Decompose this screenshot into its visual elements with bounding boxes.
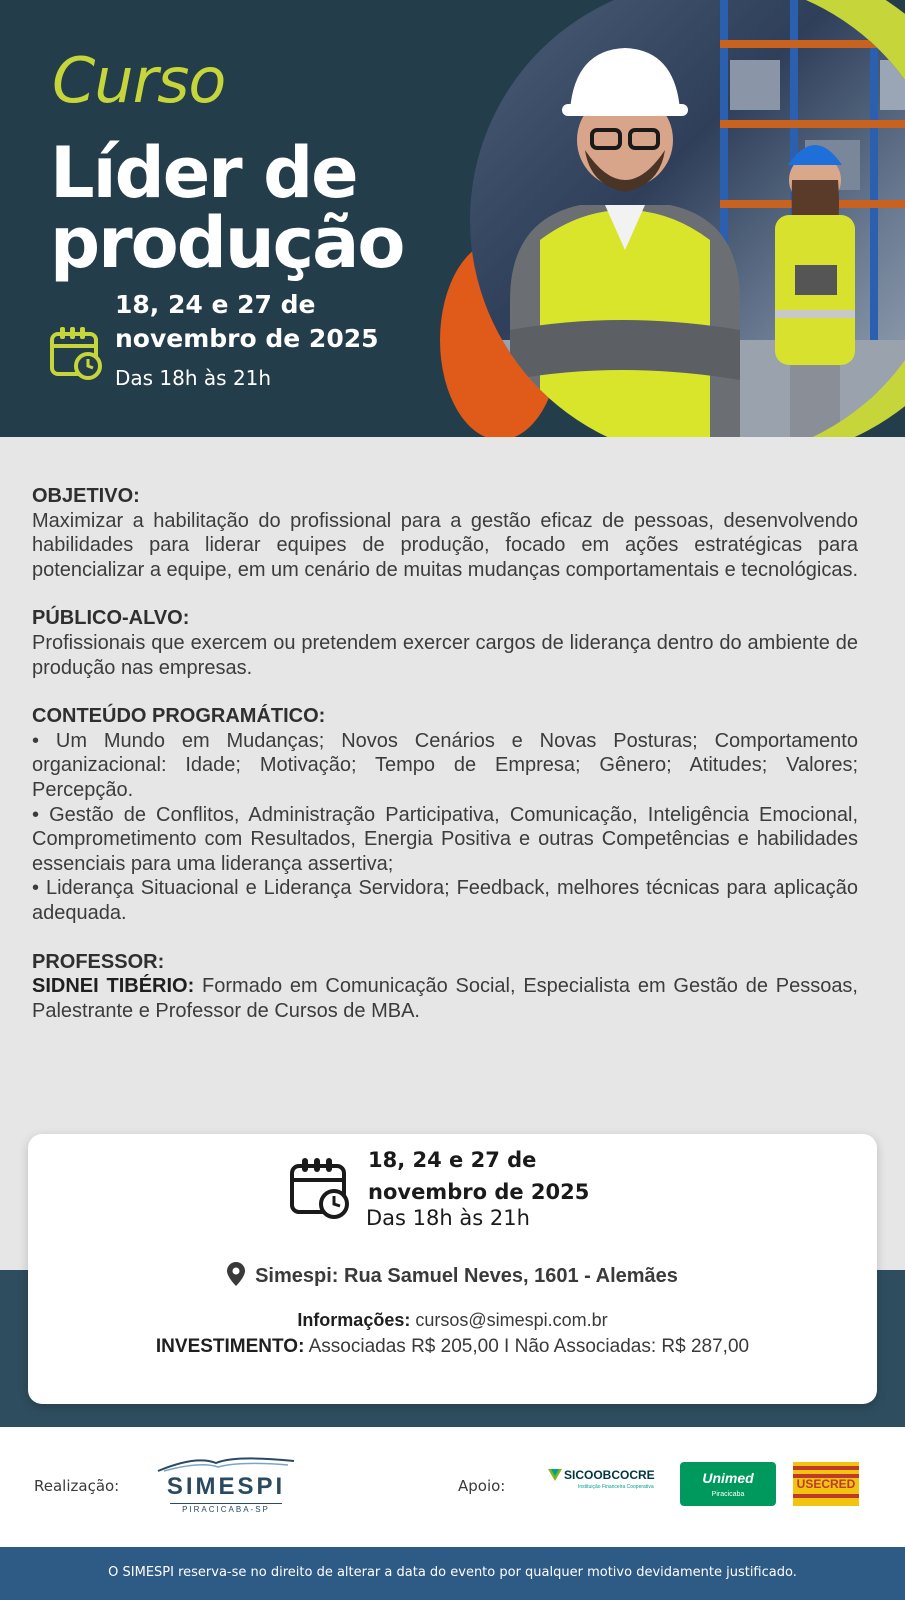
header-dates: 18, 24 e 27 de novembro de 2025: [115, 290, 379, 353]
unimed-wordmark: Unimed: [702, 1470, 754, 1486]
address-text: Simespi: Rua Samuel Neves, 1601 - Alemães: [255, 1265, 678, 1287]
simespi-wordmark: SIMESPI: [166, 1473, 286, 1500]
warehouse-workers-illustration: [470, 0, 905, 437]
pricing-info: [28, 1336, 877, 1358]
unimed-logo: [680, 1462, 776, 1506]
professor-name: SIDNEI TIBÉRIO:: [32, 975, 195, 998]
audience-section: [32, 606, 858, 680]
simespi-roof-icon: [156, 1453, 296, 1473]
professor-heading: PROFESSOR:: [32, 950, 165, 973]
info-email[interactable]: cursos@simespi.com.br: [410, 1310, 608, 1330]
audience-text: Profissionais que exercem ou pretendem exercer cargos de liderança dentro do ambiente de produção nas empresas.: [32, 631, 858, 679]
professor-section: [32, 950, 858, 1024]
card-dates: [368, 1144, 589, 1208]
syllabus-heading: CONTEÚDO PROGRAMÁTICO:: [32, 705, 326, 728]
hero-photo: [470, 0, 905, 437]
calendar-clock-icon: [290, 1156, 350, 1220]
usecred-stripe: [793, 1494, 859, 1498]
realizacao-label: Realização:: [34, 1477, 120, 1495]
sponsors-bar: [0, 1427, 905, 1547]
hero-banner: [0, 0, 905, 437]
card-dates-line1: 18, 24 e 27 de: [368, 1148, 537, 1172]
location-pin-icon: [227, 1262, 245, 1286]
usecred-stripe: [793, 1466, 859, 1470]
investment-text: Associadas R$ 205,00 I Não Associadas: R$ 287,00: [304, 1336, 750, 1357]
simespi-subtitle: PIRACICABA-SP: [170, 1503, 282, 1514]
syllabus-item: • Gestão de Conflitos, Administração Participativa, Comunicação, Inteligência Emocional, Comprometimento com Resultados, Energia Positiva e outras Competências e habilidades essenciais para uma liderança assertiva;: [32, 803, 858, 875]
usecred-wordmark: USECRED: [796, 1477, 856, 1491]
footer: [0, 1547, 905, 1600]
professor-bio: [32, 974, 858, 1023]
objective-section: [32, 484, 858, 582]
contact-info: [28, 1310, 877, 1331]
sicoob-wordmark: SICOOBCOCRE: [564, 1468, 655, 1482]
disclaimer-text: O SIMESPI reserva-se no direito de alterar a data do evento por qualquer motivo devidamente justificado.: [108, 1565, 797, 1580]
investment-label: INVESTIMENTO:: [155, 1336, 305, 1357]
professor-description: Formado em Comunicação Social, Especialista em Gestão de Pessoas, Palestrante e Professor de Cursos de MBA.: [32, 975, 858, 1022]
unimed-subtitle: Piracicaba: [711, 1491, 745, 1498]
header-time: Das 18h às 21h: [115, 366, 272, 390]
sicoob-logo: [548, 1467, 660, 1497]
objective-text: Maximizar a habilitação do profissional para a gestão eficaz de pessoas, desenvolvendo habilidades para liderar equipes de produção, focado em ações estratégicas para potencializar a equipe, em um cenário de muitas mudanças comportamentais e tecnológicas.: [32, 509, 858, 581]
course-kicker: Curso: [52, 44, 226, 117]
syllabus-item: • Liderança Situacional e Liderança Servidora; Feedback, melhores técnicas para aplicação adequada.: [32, 877, 858, 924]
calendar-clock-icon: [50, 324, 102, 380]
event-info-card: [28, 1134, 877, 1404]
info-label: Informações:: [297, 1310, 411, 1330]
objective-heading: OBJETIVO:: [32, 485, 140, 507]
sicoob-subtitle: Instituição Financeira Cooperativa: [578, 1484, 654, 1490]
audience-heading: PÚBLICO-ALVO:: [32, 607, 190, 630]
simespi-logo: [156, 1453, 296, 1517]
apoio-label: Apoio:: [458, 1477, 506, 1495]
course-details: [32, 484, 858, 1047]
syllabus-section: [32, 704, 858, 925]
card-dates-line2: novembro de 2025: [368, 1180, 590, 1204]
sicoob-mark-icon: [548, 1469, 562, 1481]
usecred-logo: [793, 1462, 859, 1506]
event-address: [28, 1262, 877, 1288]
card-time: Das 18h às 21h: [366, 1206, 530, 1230]
course-title: Líder de produção: [50, 132, 404, 284]
syllabus-item: • Um Mundo em Mudanças; Novos Cenários e Novas Posturas; Comportamento organizacional: Idade; Motivação; Tempo de Empresa; Gênero; Atitudes; Valores; Percepção.: [32, 729, 858, 801]
